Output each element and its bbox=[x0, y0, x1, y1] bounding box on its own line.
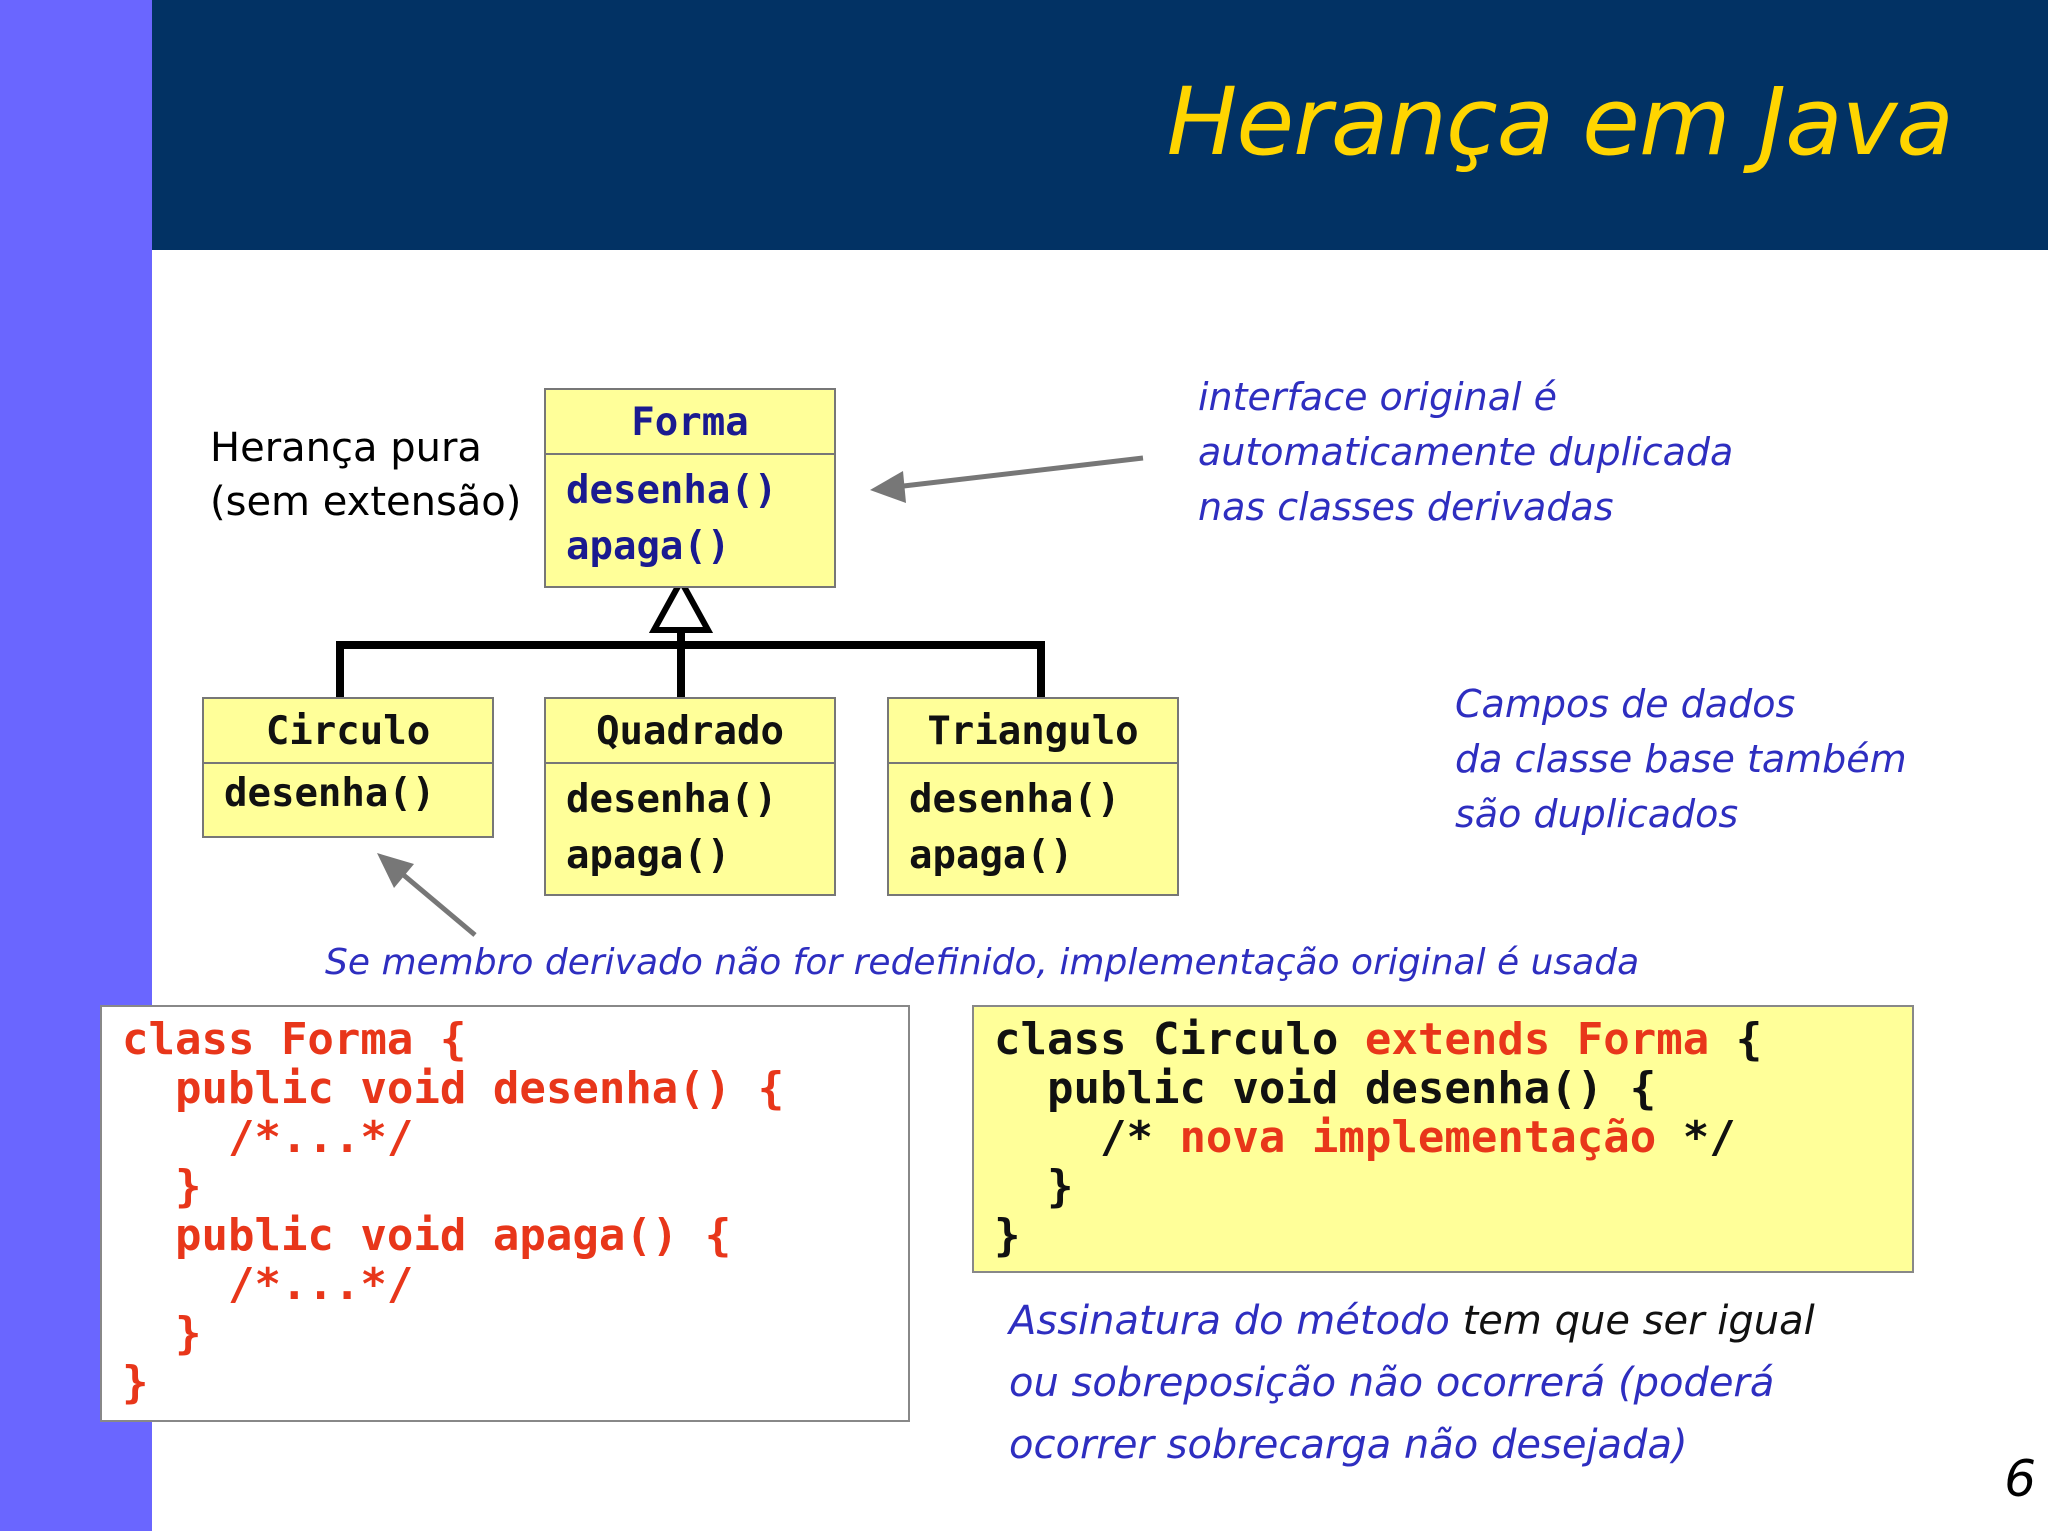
pure-inheritance-label bbox=[210, 421, 521, 529]
uml-class-name: Forma bbox=[546, 390, 834, 455]
code-line: public void apaga() { bbox=[122, 1210, 732, 1261]
uml-class-quadrado bbox=[544, 697, 836, 896]
uml-class-methods bbox=[546, 455, 834, 575]
code-block-circulo bbox=[972, 1005, 1914, 1273]
code-line: /*...*/ bbox=[122, 1112, 414, 1163]
member-arrow-head bbox=[377, 853, 414, 888]
code-line: /*...*/ bbox=[122, 1259, 414, 1310]
uml-class-methods bbox=[889, 764, 1177, 884]
uml-class-triangulo bbox=[887, 697, 1179, 896]
uml-method: desenha() bbox=[224, 771, 436, 816]
interface-note-line: interface original é bbox=[1198, 375, 1558, 419]
uml-method: desenha() bbox=[909, 777, 1121, 822]
code-line: class Forma { bbox=[122, 1014, 467, 1065]
inheritance-triangle bbox=[654, 581, 708, 630]
uml-method: desenha() bbox=[566, 777, 778, 822]
uml-method: desenha() bbox=[566, 468, 778, 513]
member-note: Se membro derivado não for redefinido, implementação original é usada bbox=[325, 942, 1640, 983]
member-arrow-line bbox=[400, 872, 475, 935]
interface-note-line: nas classes derivadas bbox=[1198, 485, 1614, 529]
uml-class-forma bbox=[544, 388, 836, 588]
pure-inheritance-label-line1: Herança pura bbox=[210, 425, 482, 471]
uml-class-name: Triangulo bbox=[889, 699, 1177, 764]
code-line: /* nova implementação */ bbox=[994, 1112, 1736, 1163]
signature-note-line: Assinatura do método tem que ser igual bbox=[1009, 1298, 1815, 1344]
interface-arrow-head bbox=[870, 471, 906, 503]
code-line: } bbox=[994, 1161, 1074, 1212]
pure-inheritance-label-line2: (sem extensão) bbox=[210, 479, 522, 525]
uml-method: apaga() bbox=[566, 833, 731, 878]
code-line: class Circulo extends Forma { bbox=[994, 1014, 1763, 1065]
new-implementation-highlight: nova implementação bbox=[1179, 1112, 1657, 1163]
uml-method: apaga() bbox=[566, 524, 731, 569]
signature-note-line: ocorrer sobrecarga não desejada) bbox=[1009, 1422, 1688, 1468]
slide-title: Herança em Java bbox=[1166, 68, 1953, 177]
code-line: } bbox=[122, 1161, 202, 1212]
interface-arrow-line bbox=[895, 458, 1143, 487]
interface-note bbox=[1198, 370, 1733, 535]
fields-note-line: são duplicados bbox=[1455, 792, 1739, 836]
code-line: } bbox=[994, 1210, 1021, 1261]
code-block-forma bbox=[100, 1005, 910, 1422]
page-number: 6 bbox=[2004, 1450, 2036, 1508]
interface-note-line: automaticamente duplicada bbox=[1198, 430, 1734, 474]
code-line: public void desenha() { bbox=[122, 1063, 785, 1114]
uml-class-methods bbox=[546, 764, 834, 884]
signature-note bbox=[1009, 1290, 1815, 1476]
code-line: } bbox=[122, 1308, 202, 1359]
fields-note-line: Campos de dados bbox=[1455, 682, 1796, 726]
uml-method: apaga() bbox=[909, 833, 1074, 878]
signature-note-line: ou sobreposição não ocorrerá (poderá bbox=[1009, 1360, 1775, 1406]
code-line: } bbox=[122, 1357, 149, 1408]
uml-class-circulo bbox=[202, 697, 494, 838]
extends-keyword-highlight: extends Forma bbox=[1364, 1014, 1710, 1065]
uml-class-methods bbox=[204, 764, 492, 822]
fields-note-line: da classe base também bbox=[1455, 737, 1907, 781]
uml-class-name: Circulo bbox=[204, 699, 492, 764]
code-line: public void desenha() { bbox=[994, 1063, 1657, 1114]
uml-class-name: Quadrado bbox=[546, 699, 834, 764]
fields-note bbox=[1455, 677, 1907, 842]
